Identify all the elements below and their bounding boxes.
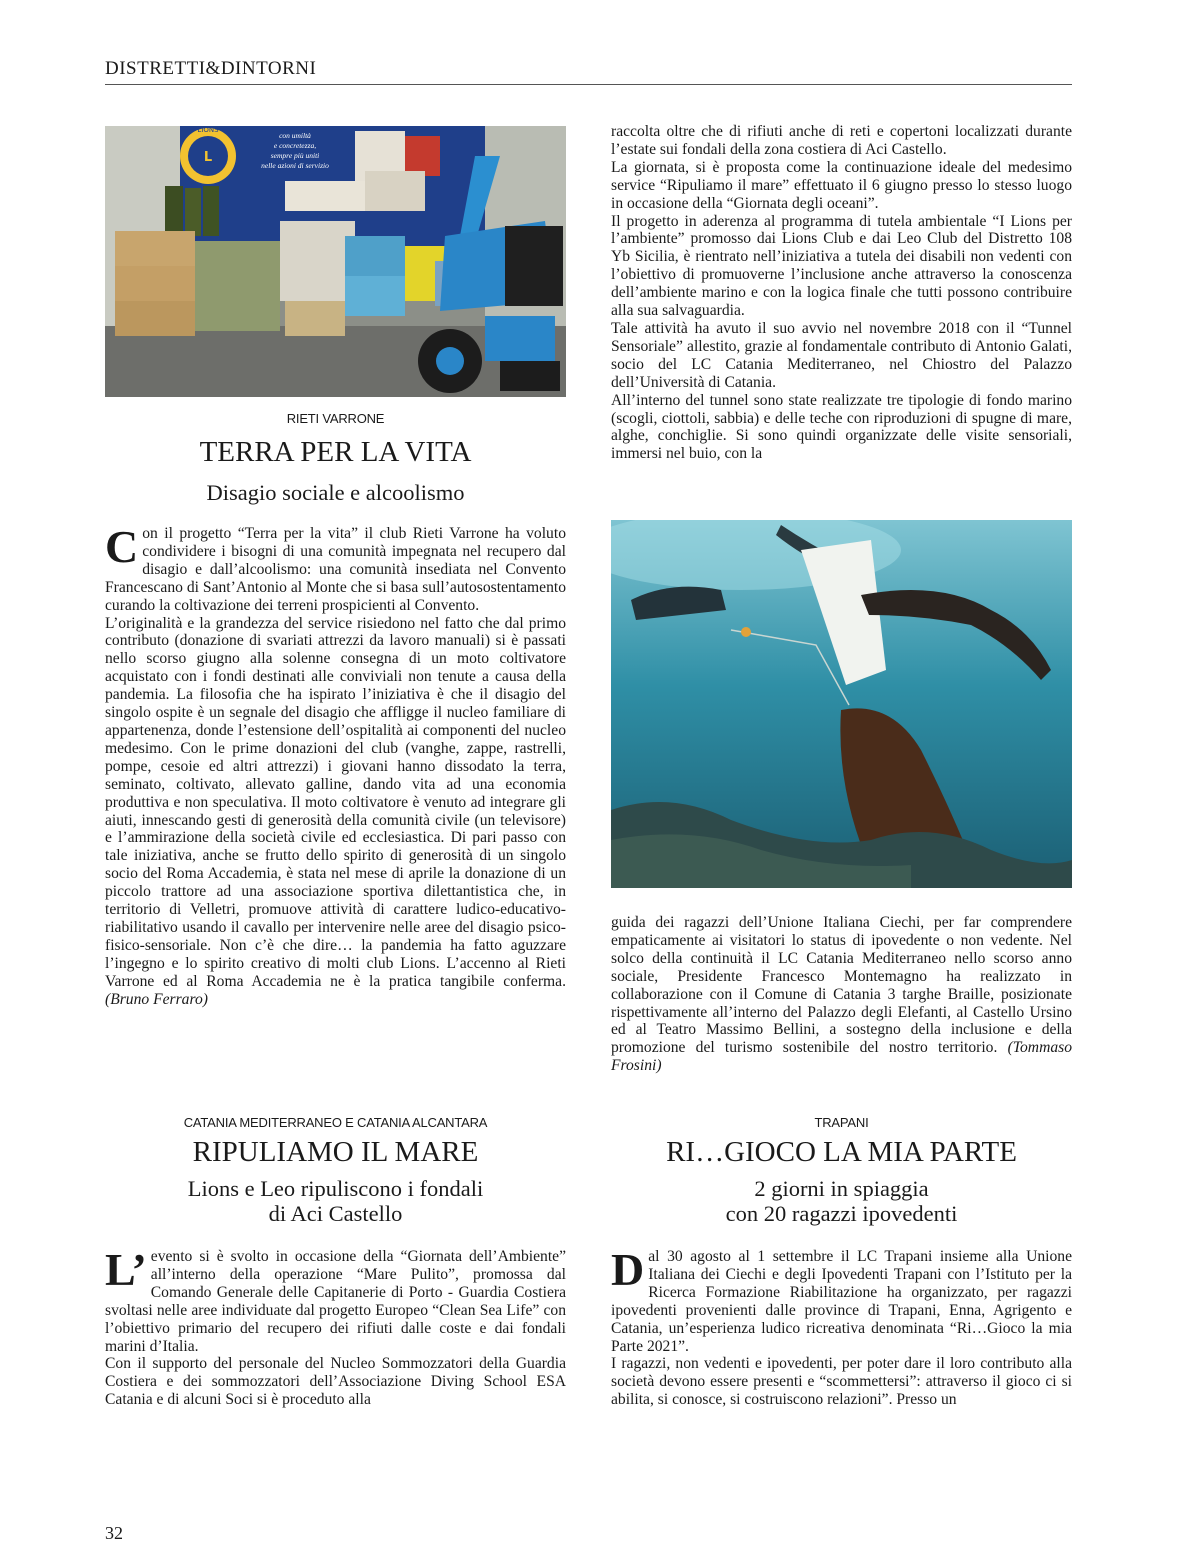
article1-paragraph-1: Con il progetto “Terra per la vita” il club Rieti Varrone ha voluto condividere i bisogni di una comunità impegnata nel recupero dal disagio e dall’alcoolismo: una comunità insediata nel Convento Francescano di Sant’Antonio al Monte che si basa sull’autosostentamento curando la coltivazione dei terreni prospicienti al Convento.	[105, 521, 566, 614]
article3-kicker: TRAPANI	[814, 1115, 869, 1130]
article2-cont-paragraph-6: guida dei ragazzi dell’Unione Italiana Ciechi, per far comprendere empaticamente ai visitatori lo status di ipovedente o non vedente. Nel solco della continuità il LC Catania Mediterraneo nello scorso anno sociale, Presidente Francesco Montemagno ha realizzato in collaborazione con il Comune di Catania 3 targhe Braille, posizionate rispettivamente all’interno del Palazzo degli Elefanti, al Castello Ursino ed al Teatro Massimo Bellini, a sostegno della inclusione e della promozione del turismo sostenibile del nostro territorio. (Tommaso Frosini)	[611, 914, 1072, 1075]
article2-cont-paragraph-5: All’interno del tunnel sono state realizzate tre tipologie di fondo marino (scogli, ciottoli, sabbia) e delle teche con riproduzioni di spugne di mare, alghe, conchiglie. Si sono quindi organizzate delle visite sensoriali, immersi nel buio, con la	[611, 391, 1072, 463]
article2-continuation-bottom	[611, 914, 1072, 1075]
article2-subtitle-line-2: di Aci Castello	[268, 1201, 403, 1226]
article2-continuation-top	[611, 123, 1072, 463]
article2-kicker: CATANIA MEDITERRANEO E CATANIA ALCANTARA	[183, 1115, 488, 1130]
article3-title: RI…GIOCO LA MIA PARTE	[666, 1136, 1017, 1168]
article1-author: (Bruno Ferraro)	[105, 990, 208, 1008]
photo-logo-text: LIONS	[197, 126, 219, 134]
article2-cont-paragraph-4: Tale attività ha avuto il suo avvio nel novembre 2018 con il “Tunnel Sensoriale” allestito, grazie al fondamentale contributo di Antonio Galati, socio del LC Catania Mediterraneo, nel Chiostro del Palazzo dell’Università di Catania.	[611, 319, 1072, 391]
running-header	[105, 58, 1072, 80]
article1-kicker: RIETI VARRONE	[286, 411, 385, 426]
article1-drop-cap: C	[105, 521, 139, 572]
photo-banner-line-4: nelle azioni di servizio	[261, 161, 329, 170]
article1-body	[105, 521, 566, 1008]
photo-banner-line-2: e concretezza,	[273, 141, 317, 150]
article2-body	[105, 1244, 566, 1409]
article2-subtitle-line-1: Lions e Leo ripuliscono i fondali	[187, 1176, 484, 1201]
photo-banner-line-1: con umiltà	[279, 131, 311, 140]
article1-title: TERRA PER LA VITA	[199, 436, 472, 468]
article2-drop-cap: L’	[105, 1244, 147, 1295]
article3-paragraph-1: Dal 30 agosto al 1 settembre il LC Trapani insieme alla Unione Italiana dei Ciechi e degli Ipovedenti Trapani con l’Istituto per la Ricerca Formazione Riabilitazione ha organizzato, per ragazzi ipovedenti provenienti dalle province di Trapani, Enna, Agrigento e Catania, un’esperienza ludico ricreativa denominata “Ri…Gioco la mia Parte 2021”.	[611, 1244, 1072, 1355]
article2-cont-paragraph-2: La giornata, si è proposta come la continuazione ideale del medesimo service “Ripuliamo il mare” effettuato il 6 giugno presso lo stesso luogo in occasione della “Giornata degli oceani”.	[611, 158, 1072, 212]
section-title: DISTRETTI&DINTORNI	[105, 58, 317, 79]
article3-subtitle-line-1: 2 giorni in spiaggia	[754, 1176, 929, 1201]
article2-author: (Tommaso Frosini)	[611, 1039, 1072, 1075]
photo-donations-tiller	[105, 126, 566, 397]
article2-cont-paragraph-1: raccolta oltre che di rifiuti anche di reti e copertoni localizzati durante l’estate sui fondali della zona costiera di Aci Castello.	[611, 123, 1072, 158]
photo-underwater-divers	[611, 520, 1072, 888]
header-divider	[105, 84, 1072, 85]
article3-drop-cap: D	[611, 1244, 645, 1295]
article2-paragraph-1: L’ evento si è svolto in occasione della “Giornata dell’Ambiente” all’interno della operazione “Mare Pulito”, promossa dal Comando Generale delle Capitanerie di Porto - Guardia Costiera svoltasi nelle aree individuate dal progetto Europeo “Clean Sea Life” con l’obiettivo primario del recupero dei rifiuti dalle coste e dai fondali marini d’Italia.	[105, 1244, 566, 1355]
article1-paragraph-2: L’originalità e la grandezza del service risiedono nel fatto che dal primo contributo (donazione di svariati attrezzi da lavoro manuali) si è passati nello scorso giugno alla solenne consegna di un moto coltivatore acquistato con i fondi destinati alle conviviali non tenute a causa della pandemia. La filosofia che ha ispirato l’iniziativa è che il disagio del singolo ospite è un segnale del disagio che affligge il nucleo familiare di appartenenza, donde l’estensione dell’ospitalità ai componenti del nucleo medesimo. Con le prime donazioni del club (vanghe, zappe, rastrelli, pompe, cesoie ed altri attrezzi) i giovani hanno dissodato la terra, seminato, coltivato, allevato galline, dando vita ad una economia produttiva e non speculativa. Il moto coltivatore è venuto ad integrare gli aiuti, innescando gesti di generosità della comunità civile (un televisore) e l’ammirazione della società civile ed ecclesiastica. Di pari passo con tale iniziativa, anche se frutto dello spirito di generosità di un singolo socio del Roma Accademia, è stata nel mese di aprile la donazione di un piccolo trattore ad una associazione sportiva dilettantistica che, in territorio di Velletri, promuove attività di carattere ludico-educativo-riabilitativo usando il cavallo per intervenire nelle aree del disagio psico-fisico-sensoriale. Non c’è che dire… la pandemia ha fatto aguzzare l’ingegno e lo spirito creativo di molti club Lions. L’accenno al Rieti Varrone ed al Roma Accademia ne è la pratica tangibile conferma. (Bruno Ferraro)	[105, 614, 566, 1008]
article2-title: RIPULIAMO IL MARE	[192, 1136, 479, 1168]
article3-paragraph-2: I ragazzi, non vedenti e ipovedenti, per poter dare il loro contributo alla società devono essere presenti e “scommettersi”: attraverso il gioco ci si abilita, si conosce, si costruiscono relazioni”. Presso un	[611, 1355, 1072, 1409]
svg-text:L: L	[203, 150, 213, 165]
page-number: 32	[105, 1523, 123, 1543]
article2-paragraph-2: Con il supporto del personale del Nucleo Sommozzatori della Guardia Costiera e dei sommozzatori dell’Associazione Diving School ESA Catania e di alcuni Soci si è proceduto alla	[105, 1355, 566, 1409]
photo-banner-line-3: sempre più uniti	[270, 151, 320, 160]
article2-cont-paragraph-3: Il progetto in aderenza al programma di tutela ambientale “I Lions per l’ambiente” promosso dai Lions Club e dai Leo Club del Distretto 108 Yb Sicilia, è rientrato nell’iniziativa a tutela dei disabili non vedenti con l’obiettivo di promuoverne l’inclusione anche attraverso la conoscenza dell’ambiente marino e con la logica finale che tutti possono contribuire alla sua salvaguardia.	[611, 212, 1072, 320]
article3-subtitle-line-2: con 20 ragazzi ipovedenti	[725, 1201, 958, 1226]
article3-body	[611, 1244, 1072, 1409]
article1-subtitle: Disagio sociale e alcoolismo	[206, 480, 465, 505]
